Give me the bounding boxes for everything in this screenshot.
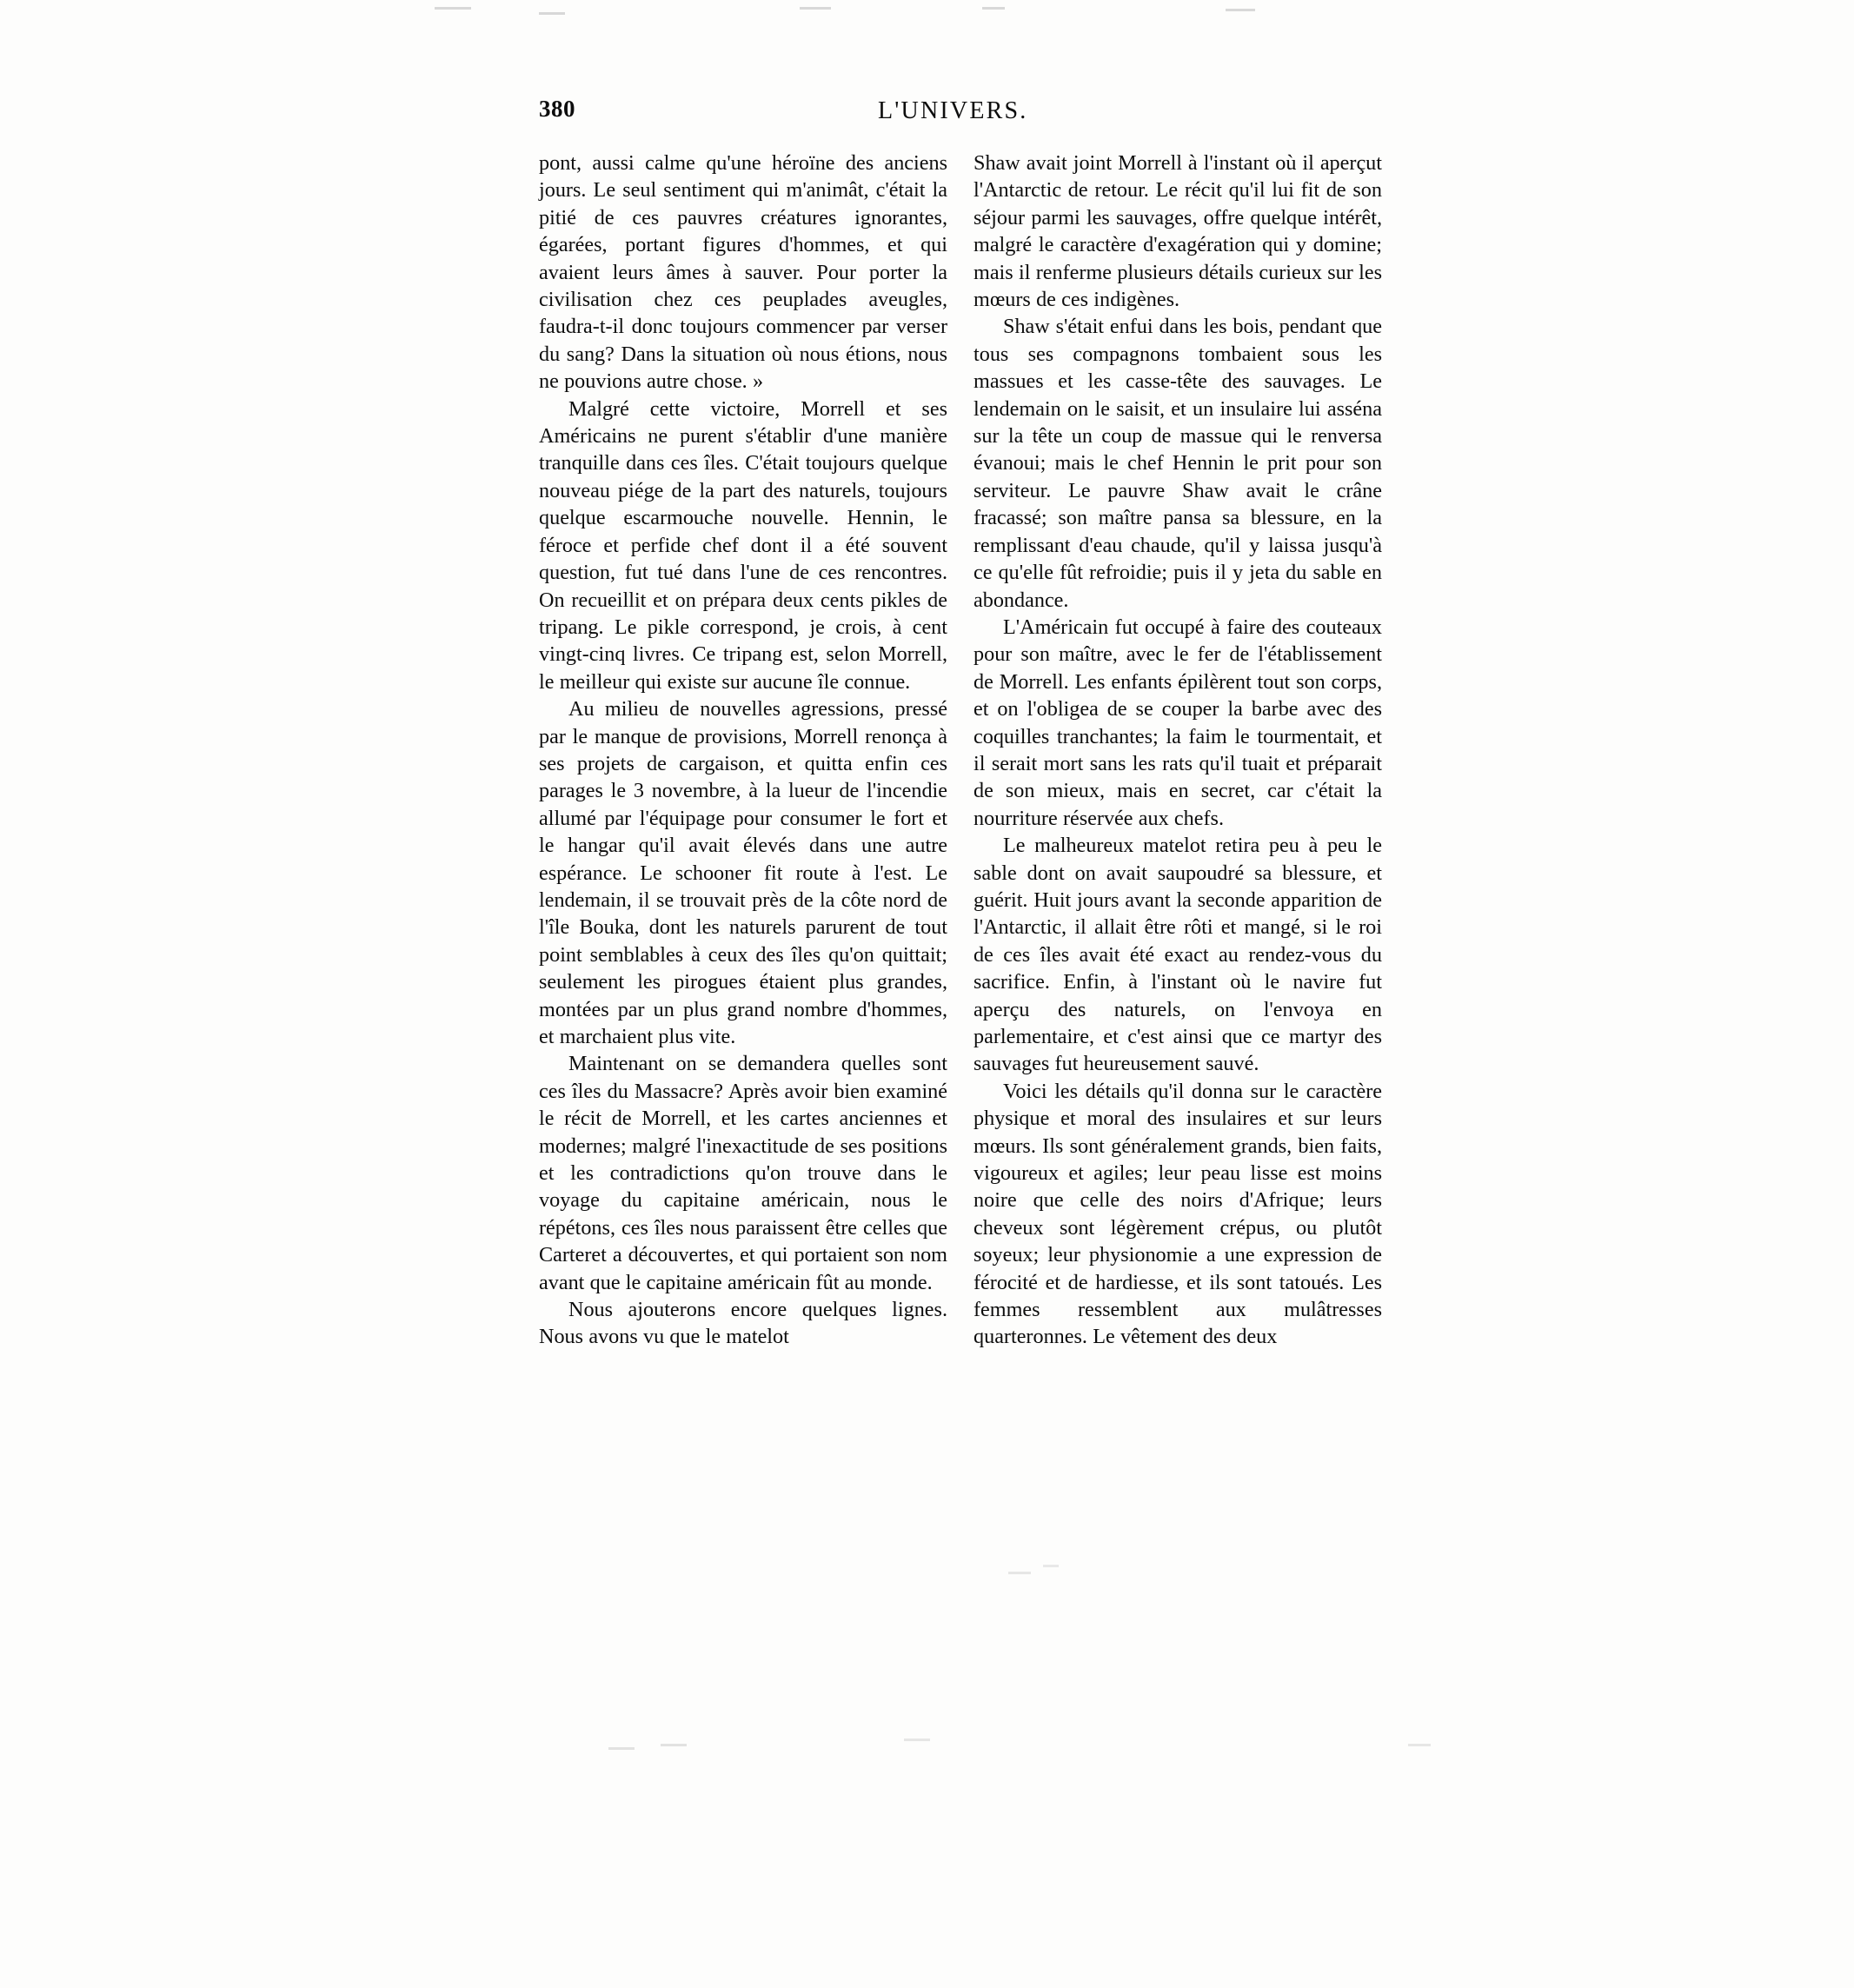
- scan-artifact: [1408, 1744, 1431, 1746]
- scan-artifact: [1043, 1565, 1059, 1567]
- column-left: [539, 150, 947, 1351]
- paragraph: Nous ajouterons encore quelques lignes. Nous avons vu que le matelot: [539, 1298, 947, 1349]
- paragraph: Au milieu de nouvelles agressions, pressé par le manque de provisions, Morrell renonça à ses projets de cargaison, et quitta enfin ces parages le 3 novembre, à la lueur de l'incendie allumé par l'équipage pour consumer le fort et le hangar qu'il avait élevés dans une autre espérance. Le schooner fit route à l'est. Le lendemain, il se trouvait près de la côte nord de l'île Bouka, dont les naturels parurent de tout point semblables à ceux des îles qu'on quittait; seulement les pirogues étaient plus grandes, montées par un plus grand nombre d'hommes, et marchaient plus vite.: [539, 697, 947, 1048]
- scan-artifact: [982, 7, 1005, 10]
- scan-artifact: [1226, 9, 1255, 11]
- page-number: 380: [539, 96, 575, 122]
- column-right: [974, 150, 1382, 1351]
- scan-artifact: [539, 12, 565, 15]
- scan-artifact: [904, 1739, 930, 1741]
- paragraph: Le malheureux matelot retira peu à peu le sable dont on avait saupoudré sa blessure, et guérit. Huit jours avant la seconde apparition de l'Antarctic, il allait être rôti et mangé, si le roi de ces îles avait été exact au rendez-vous du sacrifice. Enfin, à l'instant où le navire fut aperçu des naturels, on l'envoya en parlementaire, et c'est ainsi que ce martyr des sauvages fut heureusement sauvé.: [974, 834, 1382, 1076]
- paragraph: Maintenant on se demandera quelles sont ces îles du Massacre? Après avoir bien examiné le récit de Morrell, et les cartes anciennes et modernes; malgré l'inexactitude de ses positions et les contradictions qu'on trouve dans le voyage du capitaine américain, nous le répétons, ces îles nous paraissent être celles que Carteret a découvertes, et qui portaient son nom avant que le capitaine américain fût au monde.: [539, 1052, 947, 1294]
- page-header: [539, 96, 1321, 136]
- paragraph: Shaw s'était enfui dans les bois, pendant que tous ses compagnons tombaient sous les massues et les casse-tête des sauvages. Le lendemain on le saisit, et un insulaire lui asséna sur la tête un coup de massue qui le renversa évanoui; mais le chef Hennin le prit pour son serviteur. Le pauvre Shaw avait le crâne fracassé; son maître pansa sa blessure, en la remplissant d'eau chaude, qu'il y laissa jusqu'à ce qu'elle fût refroidie; puis il y jeta du sable en abondance.: [974, 315, 1382, 612]
- scan-artifact: [661, 1744, 687, 1746]
- running-title: L'UNIVERS.: [878, 97, 1028, 124]
- scan-artifact: [435, 7, 471, 10]
- paragraph: L'Américain fut occupé à faire des couteaux pour son maître, avec le fer de l'établissement de Morrell. Les enfants épilèrent tout son corps, et on l'obligea de se couper la barbe avec des coquilles tranchantes; la faim le tourmentait, et il serait mort sans les rats qu'il tuait et préparait de son mieux, mais en secret, car c'était la nourriture réservée aux chefs.: [974, 615, 1382, 830]
- scan-artifact: [800, 7, 831, 10]
- paragraph: Voici les détails qu'il donna sur le caractère physique et moral des insulaires et sur leurs mœurs. Ils sont généralement grands, bien faits, vigoureux et agiles; leur peau lisse est moins noire que celle des noirs d'Afrique; leurs cheveux sont légèrement crépus, ou plutôt soyeux; leur physionomie a une expression de férocité et de hardiesse, et ils sont tatoués. Les femmes ressemblent aux mulâtresses quarteronnes. Le vêtement des deux: [974, 1079, 1382, 1349]
- scan-artifact: [1008, 1572, 1031, 1574]
- paragraph: Shaw avait joint Morrell à l'instant où il aperçut l'Antarctic de retour. Le récit qu'il lui fit de son séjour parmi les sauvages, offre quelque intérêt, malgré le caractère d'exagération qui y domine; mais il renferme plusieurs détails curieux sur les mœurs de ces indigènes.: [974, 151, 1382, 312]
- paragraph: Malgré cette victoire, Morrell et ses Américains ne purent s'établir d'une manière tranquille dans ces îles. C'était toujours quelque nouveau piége de la part des naturels, toujours quelque escarmouche nouvelle. Hennin, le féroce et perfide chef dont il a été souvent question, fut tué dans l'une de ces rencontres. On recueillit et on prépara deux cents pikles de tripang. Le pikle correspond, je crois, à cent vingt-cinq livres. Ce tripang est, selon Morrell, le meilleur qui existe sur aucune île connue.: [539, 396, 947, 694]
- scan-artifact: [608, 1747, 635, 1750]
- paragraph: pont, aussi calme qu'une héroïne des anciens jours. Le seul sentiment qui m'animât, c'était la pitié de ces pauvres créatures ignorantes, égarées, portant figures d'hommes, et qui avaient leurs âmes à sauver. Pour porter la civilisation chez ces peuplades aveugles, faudra-t-il donc toujours commencer par verser du sang? Dans la situation où nous étions, nous ne pouvions autre chose. »: [539, 151, 947, 394]
